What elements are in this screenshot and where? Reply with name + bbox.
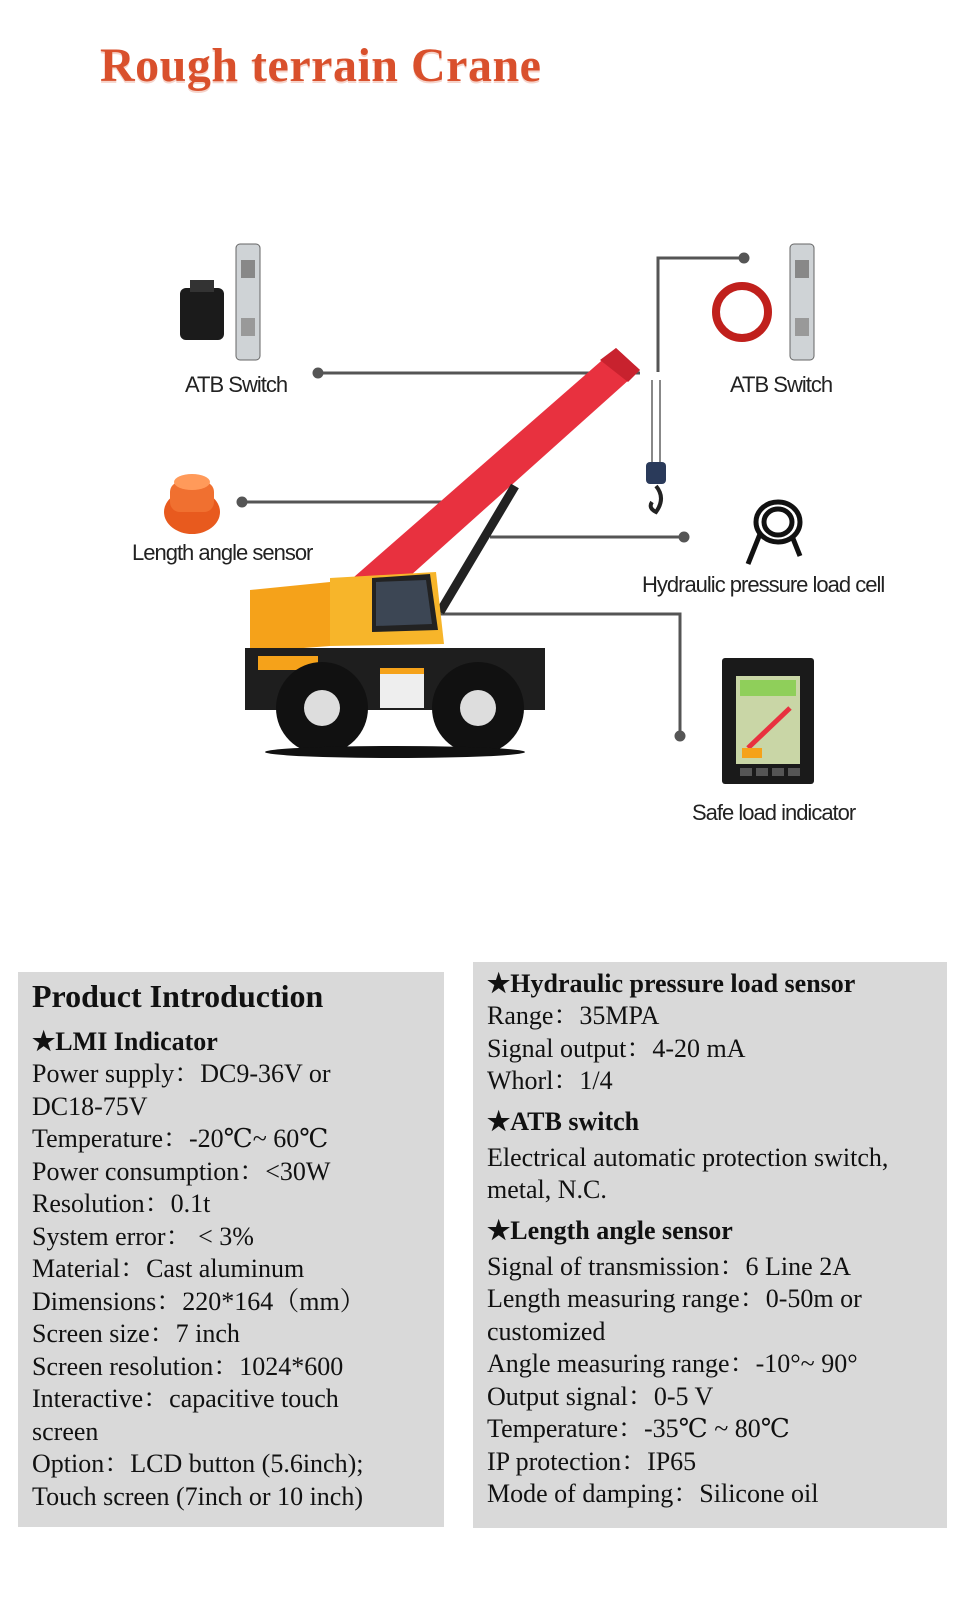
spec-line: Output signal：0-5 V (487, 1381, 714, 1411)
hydraulic-load-cell-icon (748, 502, 800, 564)
crane-illustration (0, 200, 977, 850)
spec-line: customized (487, 1316, 606, 1346)
product-introduction-heading: Product Introduction (32, 978, 324, 1014)
spec-line: screen (32, 1416, 99, 1446)
length-angle-sensor-title: ★Length angle sensor (487, 1215, 733, 1245)
length-angle-sensor-icon (164, 474, 220, 534)
spec-line: Interactive：capacitive touch (32, 1384, 339, 1413)
spec-line: Mode of damping：Silicone oil (487, 1479, 819, 1508)
spec-line: Range：35MPA (487, 1001, 660, 1030)
atb-switch-right-icon (716, 244, 814, 360)
product-introduction-panel (18, 972, 444, 1527)
spec-line: Electrical automatic protection switch, (487, 1142, 889, 1172)
sensor-specs-panel (473, 962, 947, 1528)
label-atb-switch-right: ATB Switch (730, 372, 833, 397)
spec-line: Screen resolution：1024*600 (32, 1351, 344, 1381)
spec-line: Option：LCD button (5.6inch); (32, 1449, 364, 1478)
spec-line: Whorl：1/4 (487, 1066, 613, 1095)
spec-line: Dimensions：220*164（mm） (32, 1286, 366, 1316)
spec-line: Resolution：0.1t (32, 1189, 211, 1218)
spec-line: Angle measuring range：-10°~ 90° (487, 1349, 858, 1378)
label-atb-switch-left: ATB Switch (185, 372, 288, 397)
safe-load-indicator-icon (722, 658, 814, 784)
spec-line: Temperature：-35℃ ~ 80℃ (487, 1414, 790, 1443)
spec-line: Power consumption：<30W (32, 1156, 331, 1186)
lmi-indicator-title: ★LMI Indicator (32, 1027, 218, 1056)
spec-line: Signal of transmission：6 Line 2A (487, 1251, 851, 1281)
label-hydraulic-load-cell: Hydraulic pressure load cell (642, 572, 885, 597)
label-length-angle-sensor: Length angle sensor (132, 540, 313, 565)
page-title: Rough terrain Crane (100, 39, 542, 92)
hydraulic-sensor-title: ★Hydraulic pressure load sensor (487, 969, 856, 998)
spec-line: Signal output：4-20 mA (487, 1033, 746, 1063)
spec-line: IP protection：IP65 (487, 1446, 697, 1476)
spec-line: Power supply：DC9-36V or (32, 1059, 331, 1088)
label-safe-load-indicator: Safe load indicator (692, 800, 856, 825)
crane-diagram (0, 200, 977, 850)
spec-line: Material：Cast aluminum (32, 1254, 305, 1283)
spec-line: Screen size：7 inch (32, 1319, 240, 1348)
atb-switch-left-icon (180, 244, 260, 360)
atb-switch-title: ★ATB switch (487, 1106, 640, 1136)
spec-line: Length measuring range：0-50m or (487, 1284, 862, 1313)
spec-line: System error： < 3% (32, 1221, 254, 1251)
spec-line: Touch screen (7inch or 10 inch) (32, 1481, 364, 1511)
spec-line: metal, N.C. (487, 1175, 607, 1204)
spec-line: Temperature：-20℃~ 60℃ (32, 1124, 329, 1153)
spec-line: DC18-75V (32, 1091, 148, 1121)
